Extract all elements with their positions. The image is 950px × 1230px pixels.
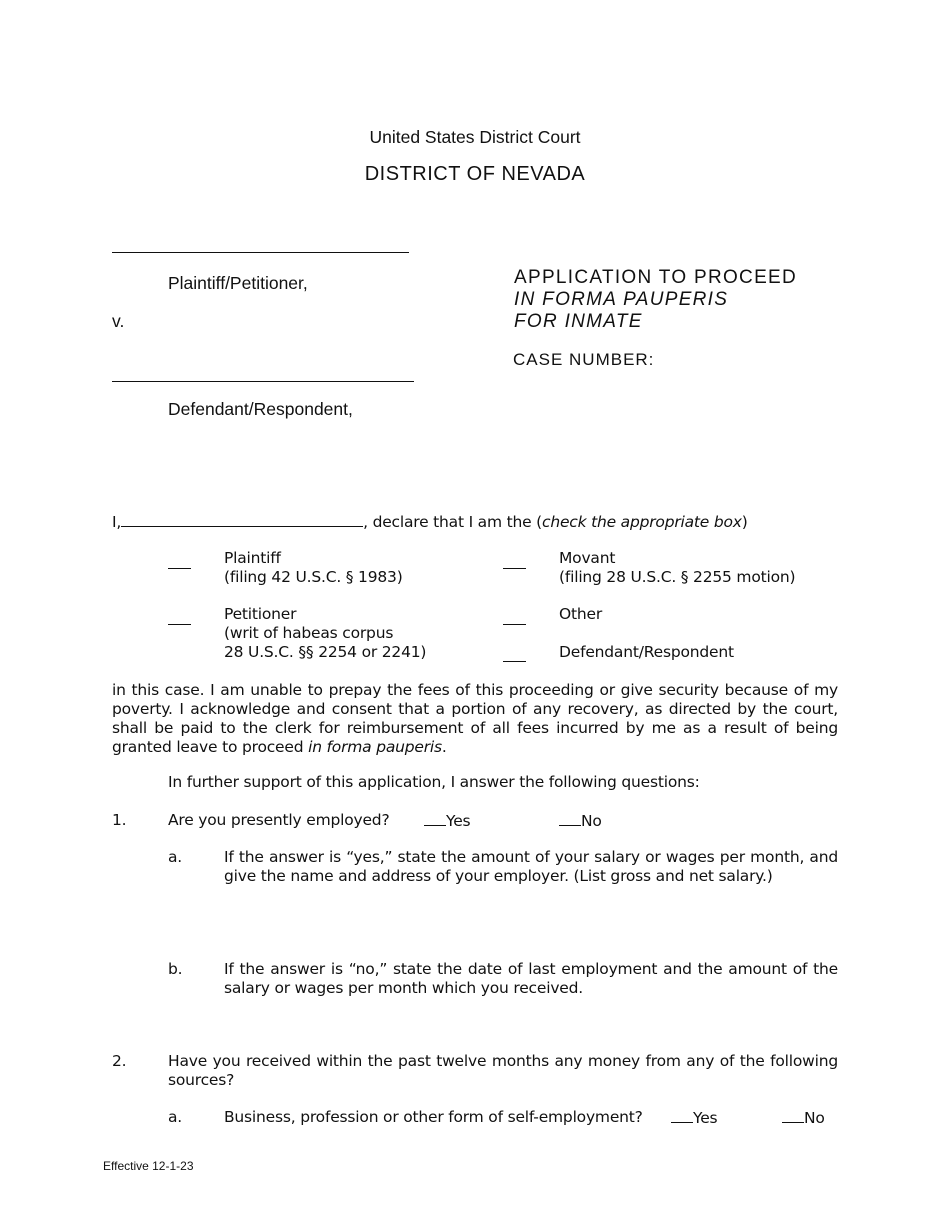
declaration-suffix: ) [741,513,748,531]
role-plaintiff-detail: (filing 42 U.S.C. § 1983) [224,568,403,586]
role-movant-detail: (filing 28 U.S.C. § 2255 motion) [559,568,796,586]
defendant-respondent-checkbox[interactable] [503,661,526,662]
form-title-line1: APPLICATION TO PROCEED [514,267,798,288]
role-petitioner-detail2: 28 U.S.C. §§ 2254 or 2241) [224,643,427,661]
q1-text: Are you presently employed? [168,811,390,829]
q1-yes-blank[interactable] [424,811,446,826]
q1a-text: If the answer is “yes,” state the amount of your salary or wages per month, and give the name and address of your employer. (List gross and net salary.) [224,848,838,885]
role-plaintiff [224,549,403,587]
role-plaintiff-title: Plaintiff [224,549,281,567]
q1-yes-label: Yes [446,812,471,830]
q1-yes-option[interactable] [424,811,470,831]
q1-number: 1. [112,811,127,829]
defendant-name-line[interactable] [112,381,414,382]
q2a-yes-label: Yes [693,1109,718,1127]
q1-no-label: No [581,812,602,830]
defendant-label: Defendant/Respondent, [168,399,353,419]
poverty-statement [112,681,838,757]
form-title-line3: FOR INMATE [514,311,643,332]
q2a-yes-option[interactable] [671,1108,717,1128]
declaration-middle: , declare that I am the ( [363,513,542,531]
poverty-statement-italic: in forma pauperis [308,738,442,756]
q2-number: 2. [112,1052,127,1070]
form-title-line2: IN FORMA PAUPERIS [514,289,729,310]
poverty-statement-end: . [441,738,447,756]
q2a-text: Business, profession or other form of self-employment? [224,1108,643,1126]
role-petitioner-title: Petitioner [224,605,297,623]
movant-checkbox[interactable] [503,568,526,569]
form-title [514,267,797,333]
declarant-name-field[interactable] [121,512,363,527]
q2a-letter: a. [168,1108,183,1126]
q2a-no-option[interactable] [782,1108,825,1128]
q1b-text: If the answer is “no,” state the date of last employment and the amount of the salary or wages per month which you received. [224,960,838,997]
district-name: DISTRICT OF NEVADA [364,163,586,185]
q2a-no-blank[interactable] [782,1108,804,1123]
q1-no-option[interactable] [559,811,602,831]
q2a-no-label: No [804,1109,825,1127]
court-name: United States District Court [369,127,581,147]
plaintiff-checkbox[interactable] [168,568,191,569]
plaintiff-label: Plaintiff/Petitioner, [168,273,308,293]
role-movant-title: Movant [559,549,616,567]
role-other: Other [559,605,603,623]
declaration-line [112,512,748,532]
case-number-label: CASE NUMBER: [513,350,655,369]
declaration-prefix: I, [112,513,122,531]
role-petitioner [224,605,426,662]
effective-date: Effective 12-1-23 [103,1159,194,1173]
role-movant [559,549,795,587]
plaintiff-name-line[interactable] [112,252,409,253]
q2a-yes-blank[interactable] [671,1108,693,1123]
petitioner-checkbox[interactable] [168,624,191,625]
further-support-text: In further support of this application, I answer the following questions: [168,773,700,791]
role-petitioner-detail1: (writ of habeas corpus [224,624,394,642]
poverty-statement-text: in this case. I am unable to prepay the fees of this proceeding or give security because of my poverty. I acknowledge and consent that a portion of any recovery, as directed by the court, shall be paid to the clerk for reimbursement of all fees incurred by me as a result of being granted leave to proceed [112,681,838,756]
role-defendant-respondent: Defendant/Respondent [559,643,734,661]
q1a-letter: a. [168,848,183,866]
versus-label: v. [112,311,125,331]
other-checkbox[interactable] [503,624,526,625]
q2-text: Have you received within the past twelve months any money from any of the following sources? [168,1052,838,1089]
declaration-hint: check the appropriate box [542,513,742,531]
q1b-letter: b. [168,960,183,978]
q1-no-blank[interactable] [559,811,581,826]
